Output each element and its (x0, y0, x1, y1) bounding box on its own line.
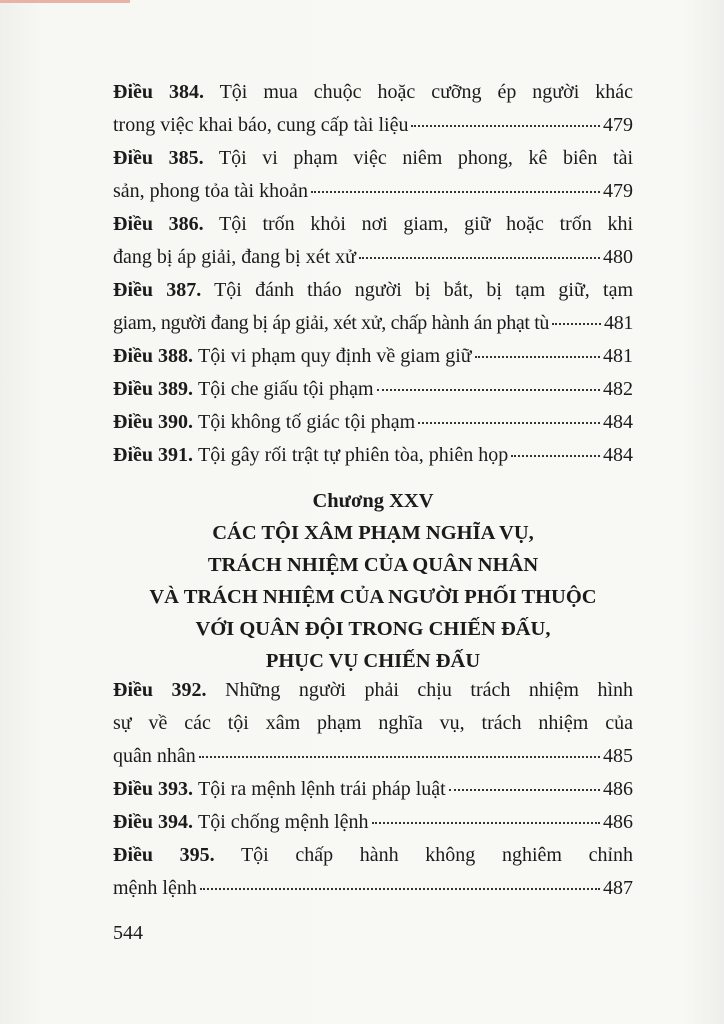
article-title-cont: đang bị áp giải, đang bị xét xử (113, 246, 357, 268)
dot-leader (200, 888, 600, 890)
article-title-cont: sản, phong tỏa tài khoản (113, 180, 308, 202)
dot-leader (311, 191, 600, 193)
chapter-title-line: PHỤC VỤ CHIẾN ĐẤU (265, 650, 481, 672)
toc-entry-387[interactable] (113, 274, 633, 340)
article-number: Điều 386. (113, 213, 204, 235)
toc-entry-390[interactable] (113, 406, 633, 439)
article-title: Tội đánh tháo người bị bắt, bị tạm giữ, tạm (214, 279, 634, 301)
page-ref: 484 (603, 411, 633, 433)
dot-leader (418, 422, 600, 424)
article-number: Điều 388. (113, 345, 193, 367)
dot-leader (359, 257, 600, 259)
chapter-label: Chương XXV (312, 490, 434, 512)
article-title-cont: mệnh lệnh (113, 877, 197, 899)
dot-leader (475, 356, 600, 358)
toc-entry-384[interactable] (113, 76, 633, 142)
page-ref: 479 (603, 114, 633, 136)
page-number: 544 (113, 922, 143, 944)
article-title: Tội ra mệnh lệnh trái pháp luật (198, 778, 446, 800)
page-ref: 487 (603, 877, 633, 899)
dot-leader (377, 389, 600, 391)
toc-entry-386[interactable] (113, 208, 633, 274)
article-number: Điều 394. (113, 811, 193, 833)
article-number: Điều 392. (113, 679, 207, 701)
article-title: Tội không tố giác tội phạm (198, 411, 416, 433)
toc-entry-385[interactable] (113, 142, 633, 208)
toc-entry-392[interactable] (113, 674, 633, 773)
page-ref: 481 (603, 345, 633, 367)
chapter-title-line: VÀ TRÁCH NHIỆM CỦA NGƯỜI PHỐI THUỘC (149, 586, 597, 608)
article-title: Tội vi phạm việc niêm phong, kê biên tài (218, 147, 634, 169)
toc-entry-391[interactable] (113, 439, 633, 472)
toc-section-top (113, 76, 633, 472)
dot-leader (411, 125, 600, 127)
article-title: Tội trốn khỏi nơi giam, giữ hoặc trốn khi (219, 213, 634, 235)
article-number: Điều 390. (113, 411, 193, 433)
article-title: Tội chấp hành không nghiêm chỉnh (240, 844, 634, 866)
toc-entry-389[interactable] (113, 373, 633, 406)
dot-leader (372, 822, 600, 824)
article-number: Điều 389. (113, 378, 193, 400)
page-ref: 480 (603, 246, 633, 268)
article-title: Tội mua chuộc hoặc cưỡng ép người khác (219, 81, 633, 103)
toc-entry-393[interactable] (113, 773, 633, 806)
article-number: Điều 391. (113, 444, 193, 466)
article-title: Tội chống mệnh lệnh (198, 811, 369, 833)
article-title: Những người phải chịu trách nhiệm hình (225, 679, 634, 701)
article-title-cont: trong việc khai báo, cung cấp tài liệu (113, 114, 409, 136)
chapter-title-line: TRÁCH NHIỆM CỦA QUÂN NHÂN (207, 554, 539, 576)
page-ref: 485 (603, 745, 633, 767)
article-title-cont: sự về các tội xâm phạm nghĩa vụ, trách nhiệm của (113, 712, 633, 734)
dot-leader (552, 323, 601, 325)
toc-entry-388[interactable] (113, 340, 633, 373)
toc-entry-394[interactable] (113, 806, 633, 839)
article-title: Tội che giấu tội phạm (198, 378, 374, 400)
page-ref: 484 (603, 444, 633, 466)
page-ref: 479 (603, 180, 633, 202)
article-number: Điều 384. (113, 81, 204, 103)
page-ref: 486 (603, 778, 633, 800)
article-number: Điều 395. (113, 844, 215, 866)
article-title: Tội gây rối trật tự phiên tòa, phiên họp (198, 444, 509, 466)
article-title-cont: quân nhân (113, 745, 196, 767)
dot-leader (199, 756, 600, 758)
page-ref: 486 (603, 811, 633, 833)
chapter-heading (113, 485, 633, 677)
article-number: Điều 393. (113, 778, 193, 800)
page-ref: 481 (604, 312, 633, 334)
page-ref: 482 (603, 378, 633, 400)
article-title: Tội vi phạm quy định về giam giữ (198, 345, 472, 367)
toc-section-bottom (113, 674, 633, 905)
article-title-cont: giam, người đang bị áp giải, xét xử, chấp hành án phạt tù (113, 312, 550, 334)
chapter-title-line: CÁC TỘI XÂM PHẠM NGHĨA VỤ, (212, 522, 534, 544)
dot-leader (449, 789, 600, 791)
toc-entry-395[interactable] (113, 839, 633, 905)
article-number: Điều 385. (113, 147, 204, 169)
chapter-title-line: VỚI QUÂN ĐỘI TRONG CHIẾN ĐẤU, (195, 618, 551, 640)
dot-leader (511, 455, 600, 457)
article-number: Điều 387. (113, 279, 202, 301)
top-edge-mark (0, 0, 130, 3)
